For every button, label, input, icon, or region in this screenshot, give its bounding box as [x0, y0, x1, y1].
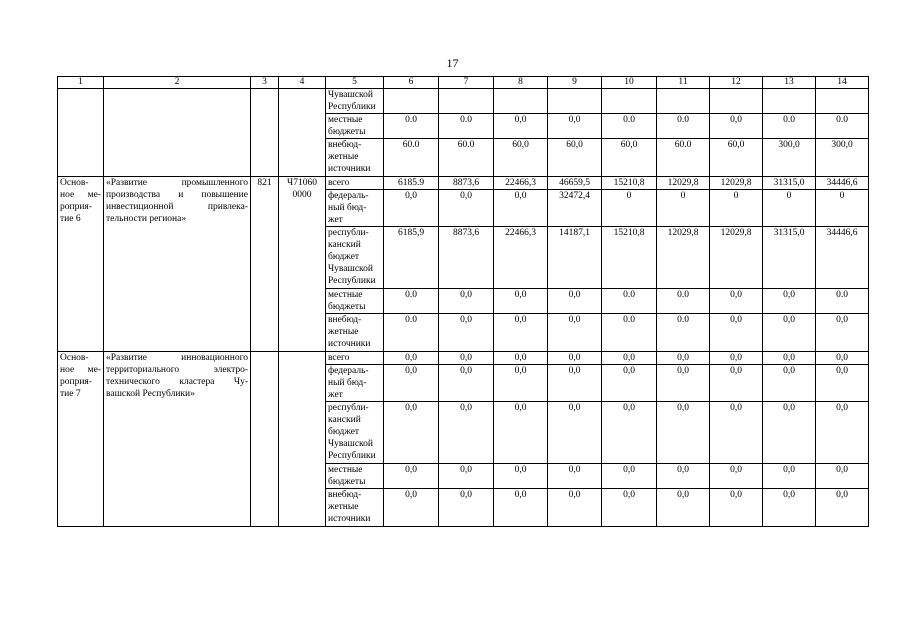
value-cell: 8873,6 — [439, 177, 494, 190]
funding-source-cell: республи- канский бюджет Чувашской Республики — [326, 402, 384, 464]
budget-code-cell — [279, 89, 326, 177]
value-cell: 0,0 — [439, 314, 494, 352]
funding-source-cell: местные бюджеты — [326, 114, 384, 139]
header-cell-1: 1 — [58, 77, 104, 89]
value-cell: 0,0 — [763, 489, 816, 527]
value-cell: 0,0 — [816, 365, 869, 402]
value-cell: 0,0 — [548, 314, 602, 352]
value-cell: 60.0 — [657, 139, 710, 177]
funding-source-cell: местные бюджеты — [326, 464, 384, 489]
value-cell: 0,0 — [710, 402, 763, 464]
value-cell: 0.0 — [816, 289, 869, 314]
value-cell: 0.0 — [602, 114, 657, 139]
value-cell: 0,0 — [548, 489, 602, 527]
value-cell: 0,0 — [763, 289, 816, 314]
value-cell: 0,0 — [439, 190, 494, 227]
value-cell: 0 — [816, 190, 869, 227]
value-cell — [816, 89, 869, 114]
value-cell: 0,0 — [548, 114, 602, 139]
value-cell: 0,0 — [439, 464, 494, 489]
value-cell: 12029,8 — [710, 177, 763, 190]
value-cell: 0 — [657, 190, 710, 227]
funding-source-cell: федераль- ный бюд- жет — [326, 190, 384, 227]
value-cell: 60,0 — [710, 139, 763, 177]
budget-table — [57, 76, 869, 527]
value-cell: 60,0 — [494, 139, 548, 177]
value-cell — [602, 89, 657, 114]
value-cell: 0,0 — [710, 365, 763, 402]
table-row — [58, 177, 869, 190]
value-cell — [763, 89, 816, 114]
value-cell: 0,0 — [657, 464, 710, 489]
value-cell — [548, 89, 602, 114]
header-cell-5: 5 — [326, 77, 384, 89]
value-cell: 60.0 — [384, 139, 439, 177]
header-cell-6: 6 — [384, 77, 439, 89]
value-cell: 0.0 — [439, 114, 494, 139]
value-cell: 0,0 — [763, 464, 816, 489]
grbs-code-cell: 821 — [251, 177, 279, 352]
value-cell: 32472,4 — [548, 190, 602, 227]
value-cell: 60,0 — [548, 139, 602, 177]
value-cell: 8873,6 — [439, 227, 494, 289]
value-cell: 22466,3 — [494, 227, 548, 289]
value-cell: 14187,1 — [548, 227, 602, 289]
value-cell: 0 — [710, 190, 763, 227]
value-cell: 46659,5 — [548, 177, 602, 190]
value-cell: 0,0 — [710, 352, 763, 365]
value-cell: 0.0 — [602, 314, 657, 352]
value-cell: 0 — [602, 190, 657, 227]
value-cell: 60.0 — [439, 139, 494, 177]
value-cell: 6185.9 — [384, 177, 439, 190]
value-cell: 0.0 — [657, 314, 710, 352]
value-cell: 0,0 — [816, 352, 869, 365]
funding-source-cell: всего — [326, 177, 384, 190]
value-cell — [439, 89, 494, 114]
header-cell-14: 14 — [816, 77, 869, 89]
funding-source-cell: внебюд- жетные источники — [326, 139, 384, 177]
value-cell: 0,0 — [384, 365, 439, 402]
event-title-cell: «Развитие инновационного территориального электро- технического кластера Чу- вашской Республики» — [104, 352, 251, 527]
funding-source-cell: местные бюджеты — [326, 289, 384, 314]
header-cell-11: 11 — [657, 77, 710, 89]
header-cell-9: 9 — [548, 77, 602, 89]
value-cell: 0,0 — [816, 314, 869, 352]
value-cell: 0,0 — [710, 289, 763, 314]
value-cell: 0,0 — [548, 365, 602, 402]
header-cell-2: 2 — [104, 77, 251, 89]
value-cell: 15210,8 — [602, 177, 657, 190]
value-cell: 0.0 — [384, 314, 439, 352]
budget-table-body — [58, 77, 869, 527]
value-cell: 300,0 — [763, 139, 816, 177]
value-cell: 0,0 — [763, 402, 816, 464]
event-name-cell: Основ- ное ме- роприя- тие 6 — [58, 177, 104, 352]
value-cell: 12029,8 — [657, 227, 710, 289]
value-cell: 0,0 — [548, 289, 602, 314]
value-cell: 0,0 — [763, 352, 816, 365]
table-row — [58, 89, 869, 114]
value-cell: 0,0 — [548, 464, 602, 489]
header-cell-7: 7 — [439, 77, 494, 89]
funding-source-cell: республи- канский бюджет Чувашской Республики — [326, 227, 384, 289]
value-cell: 12029,8 — [710, 227, 763, 289]
header-cell-13: 13 — [763, 77, 816, 89]
value-cell: 0,0 — [602, 365, 657, 402]
event-title-cell — [104, 89, 251, 177]
value-cell: 6185,9 — [384, 227, 439, 289]
funding-source-cell: внебюд- жетные источники — [326, 314, 384, 352]
value-cell: 0,0 — [548, 402, 602, 464]
value-cell: 0.0 — [816, 114, 869, 139]
value-cell: 0.0 — [384, 289, 439, 314]
value-cell: 31315,0 — [763, 227, 816, 289]
value-cell — [384, 89, 439, 114]
funding-source-cell: Чувашской Республики — [326, 89, 384, 114]
value-cell: 34446,6 — [816, 177, 869, 190]
header-cell-8: 8 — [494, 77, 548, 89]
value-cell: 0,0 — [439, 352, 494, 365]
table-row — [58, 352, 869, 365]
value-cell: 0,0 — [494, 489, 548, 527]
value-cell: 0.0 — [657, 289, 710, 314]
value-cell: 0,0 — [384, 352, 439, 365]
event-name-cell: Основ- ное ме- роприя- тие 7 — [58, 352, 104, 527]
value-cell: 0,0 — [384, 190, 439, 227]
value-cell: 60,0 — [602, 139, 657, 177]
value-cell: 0,0 — [602, 489, 657, 527]
value-cell: 0,0 — [710, 489, 763, 527]
value-cell: 0,0 — [763, 365, 816, 402]
value-cell: 0.0 — [384, 114, 439, 139]
funding-source-cell: внебюд- жетные источники — [326, 489, 384, 527]
value-cell: 0,0 — [657, 402, 710, 464]
page-number: 17 — [446, 56, 459, 70]
value-cell: 0,0 — [494, 365, 548, 402]
value-cell: 0,0 — [763, 314, 816, 352]
event-title-cell: «Развитие промышленного производства и повышение инвестиционной привлека- тельности региона» — [104, 177, 251, 352]
value-cell: 0.0 — [763, 114, 816, 139]
value-cell: 0,0 — [548, 352, 602, 365]
value-cell: 31315,0 — [763, 177, 816, 190]
value-cell: 0,0 — [439, 402, 494, 464]
budget-code-cell — [279, 352, 326, 527]
value-cell — [494, 89, 548, 114]
value-cell: 12029,8 — [657, 177, 710, 190]
value-cell — [710, 89, 763, 114]
value-cell: 0.0 — [657, 114, 710, 139]
grbs-code-cell — [251, 352, 279, 527]
value-cell: 0,0 — [657, 365, 710, 402]
value-cell: 0,0 — [494, 402, 548, 464]
header-cell-10: 10 — [602, 77, 657, 89]
value-cell: 0,0 — [710, 114, 763, 139]
value-cell: 0 — [763, 190, 816, 227]
value-cell: 0,0 — [816, 464, 869, 489]
value-cell: 0,0 — [602, 352, 657, 365]
value-cell: 0,0 — [494, 114, 548, 139]
value-cell: 0,0 — [710, 464, 763, 489]
event-name-cell — [58, 89, 104, 177]
value-cell: 0,0 — [816, 402, 869, 464]
value-cell: 0,0 — [439, 365, 494, 402]
value-cell — [657, 89, 710, 114]
value-cell: 0,0 — [494, 352, 548, 365]
value-cell: 0,0 — [657, 352, 710, 365]
value-cell: 0,0 — [602, 464, 657, 489]
value-cell: 0,0 — [494, 314, 548, 352]
value-cell: 0,0 — [494, 464, 548, 489]
value-cell: 0,0 — [384, 489, 439, 527]
value-cell: 300,0 — [816, 139, 869, 177]
value-cell: 15210,8 — [602, 227, 657, 289]
value-cell: 0,0 — [494, 190, 548, 227]
header-row — [58, 77, 869, 89]
header-cell-12: 12 — [710, 77, 763, 89]
funding-source-cell: федераль- ный бюд- жет — [326, 365, 384, 402]
value-cell: 0,0 — [657, 489, 710, 527]
grbs-code-cell — [251, 89, 279, 177]
value-cell: 22466,3 — [494, 177, 548, 190]
header-cell-3: 3 — [251, 77, 279, 89]
header-cell-4: 4 — [279, 77, 326, 89]
funding-source-cell: всего — [326, 352, 384, 365]
value-cell: 0,0 — [816, 489, 869, 527]
value-cell: 0,0 — [439, 289, 494, 314]
value-cell: 0,0 — [384, 402, 439, 464]
value-cell: 0.0 — [602, 289, 657, 314]
budget-code-cell: Ч71060 0000 — [279, 177, 326, 352]
value-cell: 0,0 — [384, 464, 439, 489]
value-cell: 0,0 — [439, 489, 494, 527]
value-cell: 0,0 — [710, 314, 763, 352]
value-cell: 34446,6 — [816, 227, 869, 289]
value-cell: 0,0 — [602, 402, 657, 464]
value-cell: 0,0 — [494, 289, 548, 314]
